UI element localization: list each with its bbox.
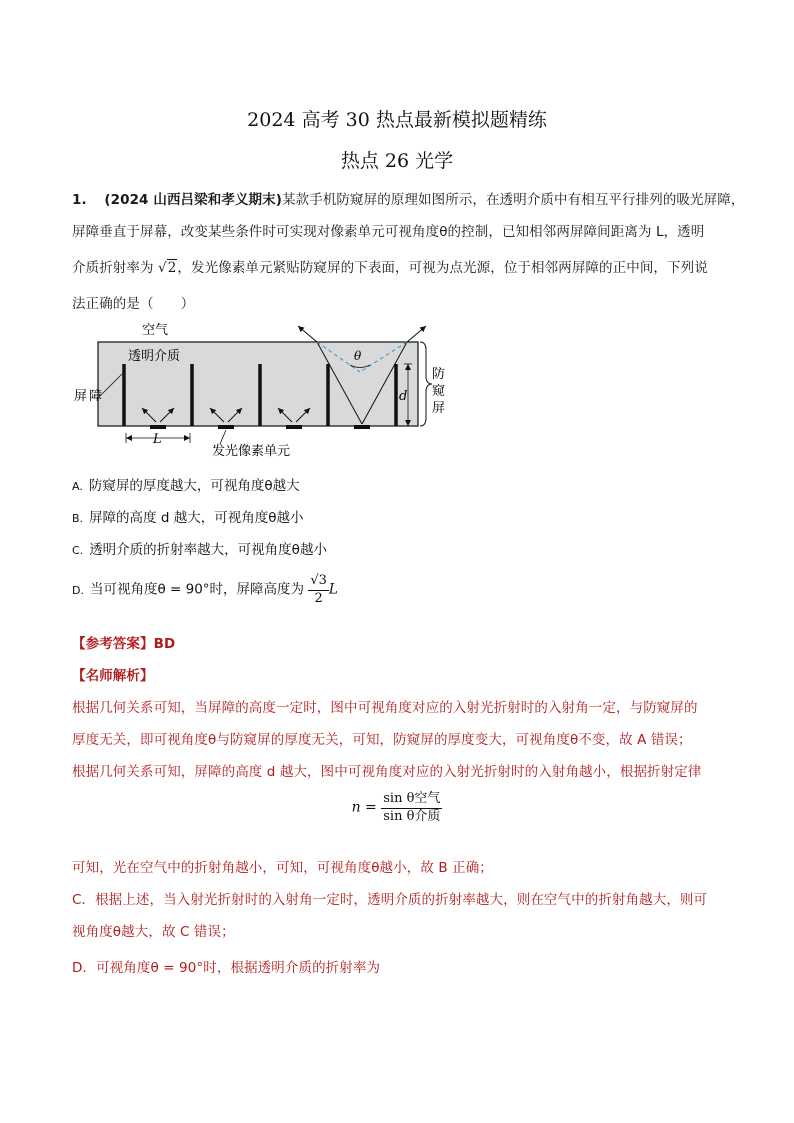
- barrier-label: 屏障: [74, 389, 102, 404]
- analysis-line-5: C．根据上述，当入射光折射时的入射角一定时，透明介质的折射率越大，则在空气中的折射角越大，则可: [72, 892, 708, 908]
- option-d-label: D.: [72, 583, 84, 597]
- pixel-3: [286, 425, 302, 429]
- screen-label-3: 屏: [432, 401, 446, 416]
- option-d-denominator: 2: [314, 591, 323, 606]
- refracted-ray-left: [298, 326, 317, 342]
- sqrt-radicand: 2: [167, 260, 177, 276]
- d-label: d: [399, 389, 408, 404]
- analysis-line-3: 根据几何关系可知，屏障的高度 d 越大，图中可视角度对应的入射光折射时的入射角越小，根据折射定律: [72, 764, 702, 780]
- question-source: (2024 山西吕梁和孝义期末): [104, 192, 283, 208]
- pixel-4: [354, 425, 370, 429]
- refracted-ray-right: [407, 326, 426, 342]
- question-text-3b: ，发光像素单元紧贴防窥屏的下表面，可视为点光源，位于相邻两屏障的正中间，下列说: [177, 260, 708, 276]
- medium-label: 透明介质: [128, 349, 181, 364]
- analysis-line-1: 根据几何关系可知，当屏障的高度一定时，图中可视角度对应的入射光折射时的入射角一定，与防窥屏的: [72, 700, 698, 716]
- option-d-unit: L: [328, 581, 338, 598]
- screen-label-1: 防: [432, 367, 446, 382]
- L-label: L: [153, 432, 162, 447]
- formula-numerator: sin θ空气: [381, 790, 442, 809]
- option-d-text: 当可视角度θ = 90°时，屏障高度为: [89, 581, 305, 598]
- option-b-text: 屏障的高度 d 越大，可视角度θ越小: [89, 510, 304, 526]
- question-line-4: 法正确的是（ ）: [72, 296, 195, 312]
- option-a-label: A.: [72, 480, 83, 493]
- question-line-2: 屏障垂直于屏幕，改变某些条件时可实现对像素单元可视角度θ的控制，已知相邻两屏障间距离为 L，透明: [72, 224, 705, 240]
- option-d-numerator: √3: [308, 572, 329, 591]
- analysis-line-7: D．可视角度θ = 90°时，根据透明介质的折射率为: [72, 960, 381, 976]
- option-b: [72, 506, 303, 526]
- analysis-line-6: 视角度θ越大，故 C 错误；: [72, 924, 235, 940]
- theta-label: θ: [354, 349, 362, 363]
- question-line-1: [72, 188, 744, 208]
- pixel-leader: [220, 430, 226, 444]
- option-b-label: B.: [72, 512, 84, 525]
- analysis-line-2: 厚度无关，即可视角度θ与防窥屏的厚度无关，可知，防窥屏的厚度变大，可视角度θ不变，故 A 错误；: [72, 732, 692, 748]
- reference-answer: 【参考答案】BD: [72, 636, 176, 652]
- formula-fraction: [381, 790, 442, 825]
- page-subtitle: 热点 26 光学: [340, 150, 454, 172]
- option-a-text: 防窥屏的厚度越大，可视角度θ越大: [88, 478, 300, 494]
- option-d-fraction: [308, 572, 329, 607]
- anti-peep-screen-diagram: [70, 318, 460, 458]
- screen-brace: [420, 342, 432, 426]
- option-d: [72, 572, 338, 607]
- option-c-text: 透明介质的折射率越大，可视角度θ越小: [89, 542, 327, 558]
- air-label: 空气: [142, 323, 169, 338]
- refraction-formula: [0, 790, 794, 825]
- sqrt-expression: √2: [158, 260, 177, 276]
- option-c: [72, 538, 327, 558]
- question-text-3a: 介质折射率为: [72, 260, 154, 276]
- option-a: [72, 474, 300, 494]
- question-text-1: 某款手机防窥屏的原理如图所示，在透明介质中有相互平行排列的吸光屏障，: [282, 192, 745, 208]
- formula-denominator: sin θ介质: [383, 809, 441, 824]
- screen-label-2: 窥: [432, 384, 446, 399]
- question-number: 1.: [72, 192, 87, 208]
- pixel-1: [150, 425, 166, 429]
- pixel-2: [218, 425, 234, 429]
- analysis-heading: 【名师解析】: [72, 668, 154, 684]
- page-title: 2024 高考 30 热点最新模拟题精练: [247, 109, 547, 131]
- question-line-3: [72, 256, 708, 276]
- pixel-label: 发光像素单元: [212, 444, 291, 458]
- formula-n: n =: [351, 799, 377, 816]
- analysis-line-4: 可知，光在空气中的折射角越小，可知，可视角度θ越小，故 B 正确；: [72, 860, 493, 876]
- option-c-label: C.: [72, 544, 84, 557]
